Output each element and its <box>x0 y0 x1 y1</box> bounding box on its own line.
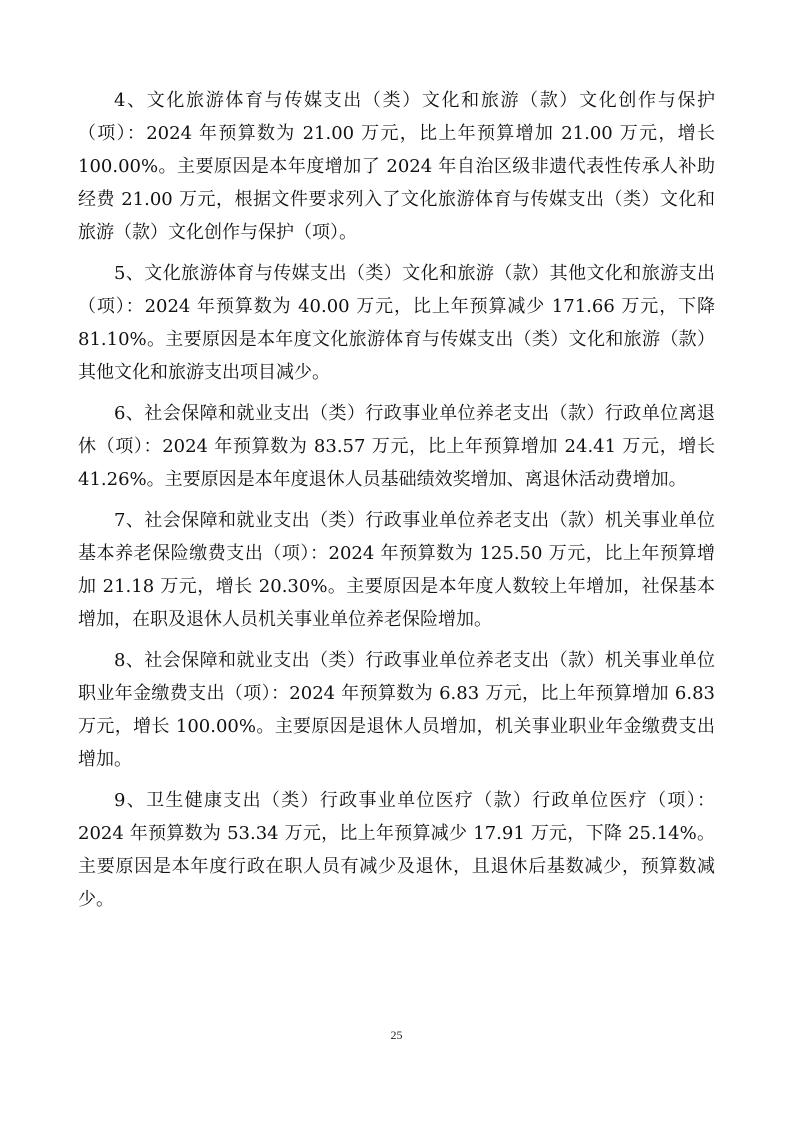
paragraph-item-8: 8、社会保障和就业支出（类）行政事业单位养老支出（款）机关事业单位职业年金缴费支出（项）：2024 年预算数为 6.83 万元，比上年预算增加 6.83 万元，增长 100.00%。主要原因是退休人员增加，机关事业职业年金缴费支出增加。 <box>78 650 715 770</box>
paragraph-item-9: 9、卫生健康支出（类）行政事业单位医疗（款）行政单位医疗（项）：2024 年预算数为 53.34 万元，比上年预算减少 17.91 万元，下降 25.14%。主要原因是本年度行政在职人员有减少及退休，且退休后基数减少，预算数减少。 <box>78 790 715 910</box>
page-number: 25 <box>390 1028 403 1042</box>
paragraph-item-4: 4、文化旅游体育与传媒支出（类）文化和旅游（款）文化创作与保护（项）：2024 年预算数为 21.00 万元，比上年预算增加 21.00 万元，增长 100.00%。主要原因是本年度增加了 2024 年自治区级非遗代表性传承人补助经费 21.00 万元，根据文件要求列入了文化旅游体育与传媒支出（类）文化和旅游（款）文化创作与保护（项）。 <box>78 90 715 243</box>
document-body <box>78 84 715 924</box>
paragraph-item-7: 7、社会保障和就业支出（类）行政事业单位养老支出（款）机关事业单位基本养老保险缴费支出（项）：2024 年预算数为 125.50 万元，比上年预算增加 21.18 万元，增长 20.30%。主要原因是本年度人数较上年增加，社保基本增加，在职及退休人员机关事业单位养老保险增加。 <box>78 510 715 630</box>
paragraph-item-5: 5、文化旅游体育与传媒支出（类）文化和旅游（款）其他文化和旅游支出（项）：2024 年预算数为 40.00 万元，比上年预算减少 171.66 万元，下降 81.10%。主要原因是本年度文化旅游体育与传媒支出（类）文化和旅游（款）其他文化和旅游支出项目减少。 <box>78 263 715 383</box>
paragraph-item-6: 6、社会保障和就业支出（类）行政事业单位养老支出（款）行政单位离退休（项）：2024 年预算数为 83.57 万元，比上年预算增加 24.41 万元，增长 41.26%。主要原因是本年度退休人员基础绩效奖增加、离退休活动费增加。 <box>78 403 715 490</box>
